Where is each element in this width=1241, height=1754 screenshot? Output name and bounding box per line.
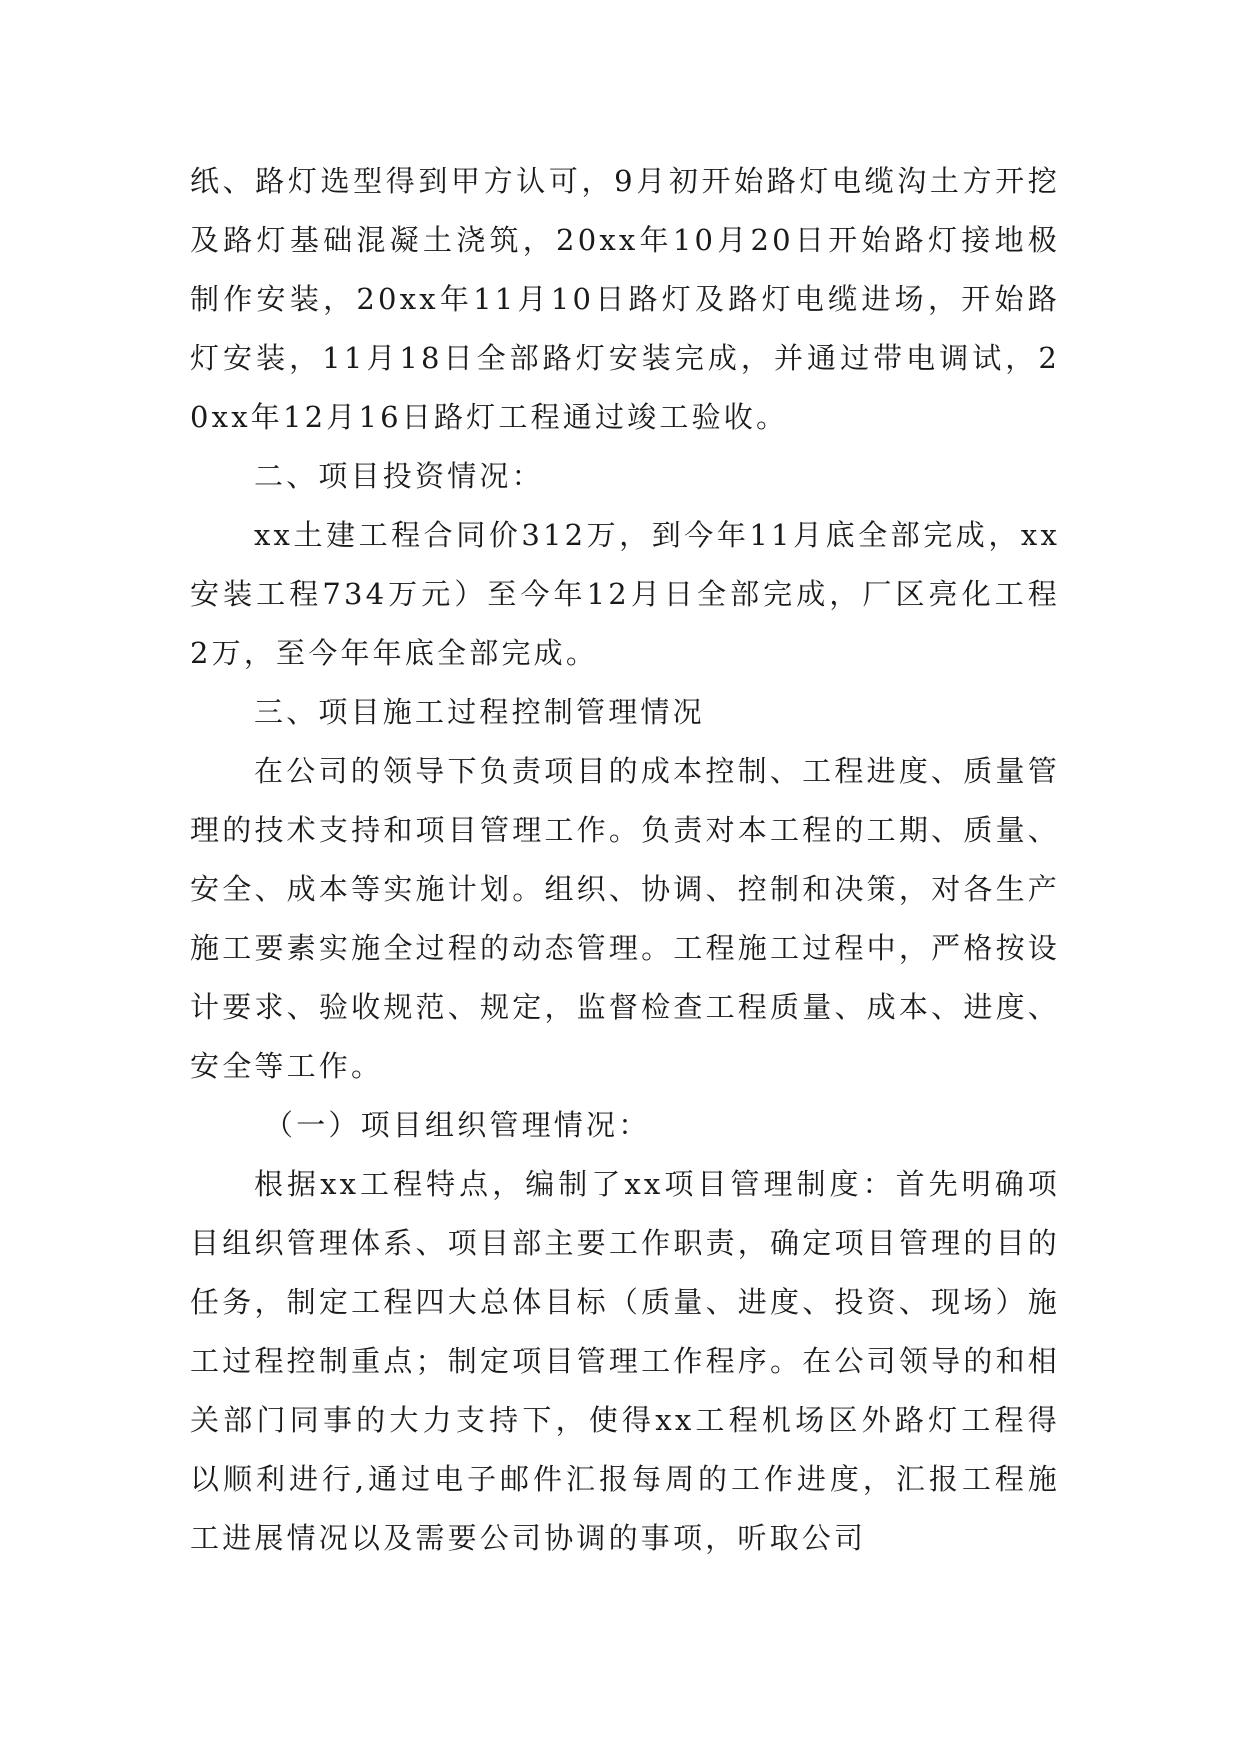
paragraph-construction-timeline: 纸、路灯选型得到甲方认可，9月初开始路灯电缆沟土方开挖及路灯基础混凝土浇筑，20xx年10月20日开始路灯接地极制作安装，20xx年11月10日路灯及路灯电缆进场，开始路灯安装，11月18日全部路灯安装完成，并通过带电调试，20xx年12月16日路灯工程通过竣工验收。 — [190, 164, 1060, 434]
paragraph-organization: 根据xx工程特点，编制了xx项目管理制度：首先明确项目组织管理体系、项目部主要工作职责，确定项目管理的目的任务，制定工程四大总体目标（质量、进度、投资、现场）施工过程控制重点；制定项目管理工作程序。在公司领导的和相关部门同事的大力支持下，使得xx工程机场区外路灯工程得以顺利进行,通过电子邮件汇报每周的工作进度，汇报工程施工进展情况以及需要公司协调的事项，听取公司 — [190, 1167, 1060, 1555]
paragraph-investment: xx土建工程合同价312万，到今年11月底全部完成，xx安装工程734万元）至今年12月日全部完成，厂区亮化工程2万，至今年年底全部完成。 — [190, 518, 1060, 670]
section-heading-investment: 二、项目投资情况： — [254, 459, 544, 493]
section-heading-process-control: 三、项目施工过程控制管理情况 — [254, 695, 705, 729]
document-body — [190, 152, 1060, 1568]
paragraph-process-control: 在公司的领导下负责项目的成本控制、工程进度、质量管理的技术支持和项目管理工作。负责对本工程的工期、质量、安全、成本等实施计划。组织、协调、控制和决策，对各生产施工要素实施全过程的动态管理。工程施工过程中，严格按设计要求、验收规范、规定，监督检查工程质量、成本、进度、安全等工作。 — [190, 754, 1060, 1083]
subsection-heading-organization: （一）项目组织管理情况： — [264, 1108, 651, 1142]
